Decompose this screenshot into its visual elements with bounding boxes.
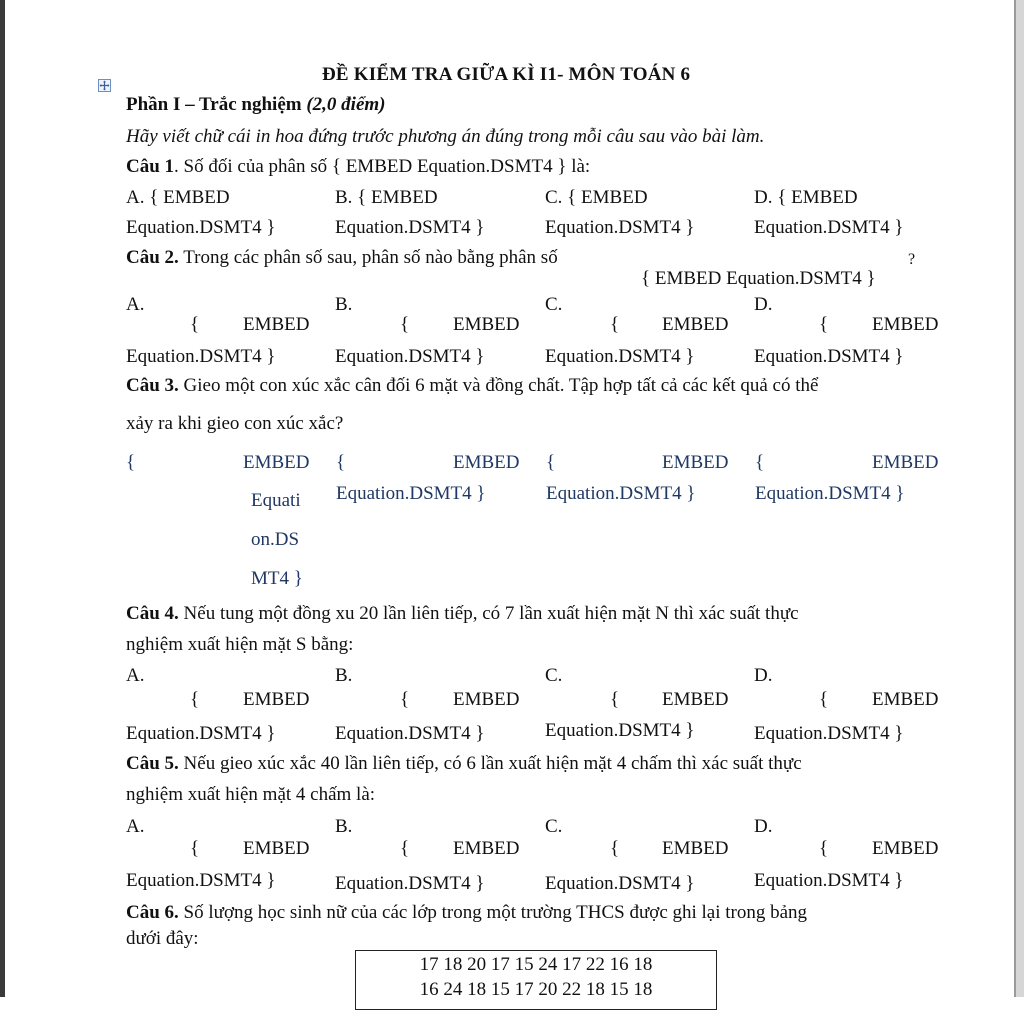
table-move-handle-icon[interactable] (98, 79, 111, 92)
q5-b-brace: { (400, 838, 410, 859)
q5-a-brace: { (190, 838, 200, 859)
q3-label: Câu 3. (126, 375, 179, 396)
q1-label: Câu 1 (126, 156, 175, 177)
q3-b-cont: Equation.DSMT4 } (336, 483, 486, 504)
exam-title: ĐỀ KIỂM TRA GIỮA KÌ I1- MÔN TOÁN 6 (322, 64, 691, 85)
q4-a-cont: Equation.DSMT4 } (126, 723, 276, 744)
q4-d-brace: { (819, 689, 829, 710)
q3-c-embed: EMBED (662, 452, 729, 473)
q3-a-brace: { (126, 452, 136, 473)
q4-a-embed: EMBED (243, 689, 310, 710)
q2-b-embed: EMBED (453, 314, 520, 335)
q2-a-cont: Equation.DSMT4 } (126, 346, 276, 367)
q2-embed: { EMBED Equation.DSMT4 } (641, 268, 876, 289)
q2-letter-c: C. (545, 294, 563, 315)
q1-option-c: C. { EMBED (545, 187, 648, 208)
q3-d-cont: Equation.DSMT4 } (755, 483, 905, 504)
q3-a-wrap-3: MT4 } (251, 568, 303, 589)
q2-letter-d: D. (754, 294, 773, 315)
q4-c-embed: EMBED (662, 689, 729, 710)
q5-b-cont: Equation.DSMT4 } (335, 873, 485, 894)
q2-label: Câu 2. (126, 247, 179, 268)
q5-b-embed: EMBED (453, 838, 520, 859)
q4-letter-a: A. (126, 665, 145, 686)
q2-a-embed: EMBED (243, 314, 310, 335)
question-3 (126, 374, 818, 398)
question-1 (126, 155, 590, 179)
q2-d-brace: { (819, 314, 829, 335)
q2-d-cont: Equation.DSMT4 } (754, 346, 904, 367)
q2-d-embed: EMBED (872, 314, 939, 335)
q4-letter-c: C. (545, 665, 563, 686)
q4-a-brace: { (190, 689, 200, 710)
q5-text: Nếu gieo xúc xắc 40 lần liên tiếp, có 6 lần xuất hiện mặt 4 chấm thì xác suất thực (178, 753, 802, 774)
q1-option-c-cont: Equation.DSMT4 } (545, 217, 695, 238)
q3-d-embed: EMBED (872, 452, 939, 473)
q1-option-d: D. { EMBED (754, 187, 858, 208)
q3-d-brace: { (755, 452, 765, 473)
q3-c-brace: { (546, 452, 556, 473)
q2-b-cont: Equation.DSMT4 } (335, 346, 485, 367)
q3-b-embed: EMBED (453, 452, 520, 473)
q5-d-brace: { (819, 838, 829, 859)
q4-d-cont: Equation.DSMT4 } (754, 723, 904, 744)
q2-c-embed: EMBED (662, 314, 729, 335)
question-2 (126, 246, 558, 270)
table-row: 16 24 18 15 17 20 22 18 15 18 (419, 979, 653, 1000)
part-label: Phần I – Trắc nghiệm (126, 94, 302, 115)
q5-c-cont: Equation.DSMT4 } (545, 873, 695, 894)
vertical-scrollbar[interactable] (1016, 0, 1024, 997)
data-table (355, 950, 717, 1010)
q5-text-line2: nghiệm xuất hiện mặt 4 chấm là: (126, 784, 376, 805)
q1-option-b-cont: Equation.DSMT4 } (335, 217, 485, 238)
q1-option-a: A. { EMBED (126, 187, 230, 208)
q3-a-embed: EMBED (243, 452, 310, 473)
q5-letter-d: D. (754, 816, 773, 837)
question-4 (126, 602, 799, 626)
q2-text: Trong các phân số sau, phân số nào bằng phân số (178, 247, 558, 268)
q3-b-brace: { (336, 452, 346, 473)
q6-text-line2: dưới đây: (126, 928, 199, 949)
q5-d-embed: EMBED (872, 838, 939, 859)
instruction (126, 125, 764, 149)
q2-b-brace: { (400, 314, 410, 335)
q4-b-brace: { (400, 689, 410, 710)
q5-c-brace: { (610, 838, 620, 859)
q4-letter-b: B. (335, 665, 353, 686)
q4-label: Câu 4. (126, 603, 179, 624)
q4-d-embed: EMBED (872, 689, 939, 710)
question-6 (126, 901, 807, 925)
table-row: 17 18 20 17 15 24 17 22 16 18 (419, 954, 653, 975)
q2-a-brace: { (190, 314, 200, 335)
q5-c-embed: EMBED (662, 838, 729, 859)
q4-letter-d: D. (754, 665, 773, 686)
q4-c-cont: Equation.DSMT4 } (545, 720, 695, 741)
q5-a-embed: EMBED (243, 838, 310, 859)
q5-d-cont: Equation.DSMT4 } (754, 870, 904, 891)
question-5 (126, 752, 802, 776)
q5-label: Câu 5. (126, 753, 179, 774)
q2-letter-b: B. (335, 294, 353, 315)
q2-question-mark: ? (908, 251, 916, 268)
q1-text: . Số đối của phân số { EMBED Equation.DSMT4 } là: (174, 156, 591, 177)
q2-c-cont: Equation.DSMT4 } (545, 346, 695, 367)
q4-c-brace: { (610, 689, 620, 710)
instruction-text: Hãy viết chữ cái in hoa đứng trước phương án đúng trong mỗi câu sau vào bài làm. (126, 126, 765, 147)
part-points: (2,0 điểm) (306, 94, 386, 115)
q4-text: Nếu tung một đồng xu 20 lần liên tiếp, có 7 lần xuất hiện mặt N thì xác suất thực (178, 603, 799, 624)
q6-label: Câu 6. (126, 902, 179, 923)
q6-text: Số lượng học sinh nữ của các lớp trong một trường THCS được ghi lại trong bảng (178, 902, 808, 923)
q5-a-cont: Equation.DSMT4 } (126, 870, 276, 891)
q4-text-line2: nghiệm xuất hiện mặt S bằng: (126, 634, 354, 655)
q3-a-wrap-1: Equati (251, 490, 301, 511)
q1-option-a-cont: Equation.DSMT4 } (126, 217, 276, 238)
q3-c-cont: Equation.DSMT4 } (546, 483, 696, 504)
q2-letter-a: A. (126, 294, 145, 315)
q3-text: Gieo một con xúc xắc cân đối 6 mặt và đồng chất. Tập hợp tất cả các kết quả có thể (178, 375, 819, 396)
q2-c-brace: { (610, 314, 620, 335)
part-heading (126, 93, 386, 117)
q5-letter-b: B. (335, 816, 353, 837)
q4-b-embed: EMBED (453, 689, 520, 710)
q4-b-cont: Equation.DSMT4 } (335, 723, 485, 744)
q1-option-d-cont: Equation.DSMT4 } (754, 217, 904, 238)
q3-text-line2: xảy ra khi gieo con xúc xắc? (126, 413, 344, 434)
q3-a-wrap-2: on.DS (251, 529, 300, 550)
q5-letter-c: C. (545, 816, 563, 837)
q5-letter-a: A. (126, 816, 145, 837)
q1-option-b: B. { EMBED (335, 187, 438, 208)
